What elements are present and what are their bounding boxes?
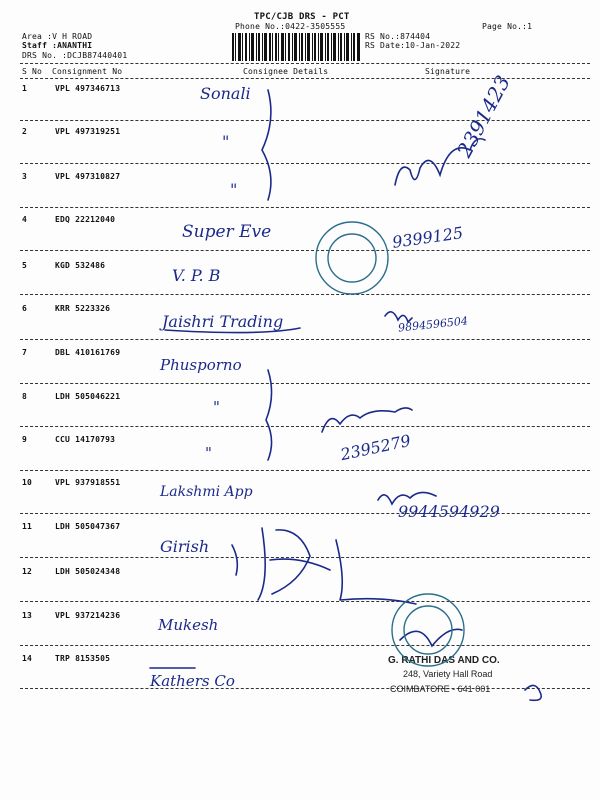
drs-number: DRS No. :DCJB87440401 [22, 51, 128, 60]
signature-scribble [400, 629, 462, 646]
row-sno: 4 [22, 215, 28, 224]
row-consignment: VPL 497346713 [55, 84, 121, 93]
row-consignment: VPL 497319251 [55, 127, 121, 136]
underline-mark [165, 328, 300, 333]
row-consignee-handwritten: Sonali [200, 84, 251, 103]
signature-scribble [378, 492, 436, 504]
row-consignee-handwritten: " [222, 132, 230, 151]
row-consignment: LDH 505046221 [55, 392, 121, 401]
row-consignment: CCU 14170793 [55, 435, 116, 444]
signature-scribble [385, 312, 412, 322]
row-consignee-handwritten: Mukesh [158, 616, 219, 634]
row-sno: 11 [22, 522, 33, 531]
signature-phone: 9399125 [391, 223, 465, 252]
row-consignment: DBL 410161769 [55, 348, 121, 357]
row-sno: 10 [22, 478, 33, 487]
company-stamp-city: COIMBATORE - 641 001 [390, 684, 491, 694]
signature-phone: 9894596504 [397, 314, 469, 335]
company-stamp-name: G. RATHI DAS AND CO. [388, 655, 500, 666]
area-label: Area :V H ROAD [22, 32, 93, 41]
row-consignee-handwritten: Jaishri Trading [162, 312, 284, 331]
row-consignment: EDQ 22212040 [55, 215, 116, 224]
bracket-mark [232, 545, 237, 575]
row-sno: 2 [22, 127, 28, 136]
row-consignee-handwritten: " [205, 444, 212, 462]
row-sno: 9 [22, 435, 28, 444]
signature-scribble [525, 685, 541, 700]
rs-date: RS Date:10-Jan-2022 [365, 41, 461, 50]
row-consignment: VPL 497310827 [55, 172, 121, 181]
col-consignment: Consignment No [52, 67, 123, 76]
row-sno: 13 [22, 611, 33, 620]
signature-scribble [258, 528, 416, 604]
col-consignee: Consignee Details [243, 67, 329, 76]
bracket-mark [262, 90, 271, 200]
row-consignment: TRP 8153505 [55, 654, 111, 663]
row-consignee-handwritten: " [230, 180, 238, 199]
row-sno: 1 [22, 84, 28, 93]
phone-number: Phone No.:0422-3505555 [235, 22, 346, 31]
row-consignee-handwritten: Lakshmi App [160, 484, 253, 500]
row-consignee-handwritten: V. P. B [172, 266, 221, 285]
sheet-title: TPC/CJB DRS - PCT [254, 12, 350, 22]
row-sno: 7 [22, 348, 28, 357]
row-consignee-handwritten: " [213, 398, 220, 416]
row-consignee-handwritten: Super Eve [182, 222, 272, 242]
rs-number: RS No.:874404 [365, 32, 431, 41]
row-consignee-handwritten: Phusporno [160, 356, 242, 374]
row-consignment: LDH 505047367 [55, 522, 121, 531]
round-stamp [316, 222, 388, 294]
row-sno: 8 [22, 392, 28, 401]
row-sno: 6 [22, 304, 28, 313]
row-sno: 3 [22, 172, 28, 181]
signature-phone: 9944594929 [398, 502, 500, 521]
row-consignee-handwritten: Kathers Co [150, 672, 235, 690]
row-consignment: VPL 937214236 [55, 611, 121, 620]
row-consignment: VPL 937918551 [55, 478, 121, 487]
col-sno: S No [22, 67, 43, 76]
signature-phone: 2391423 [452, 71, 516, 162]
row-sno: 14 [22, 654, 33, 663]
page-number: Page No.:1 [482, 22, 533, 31]
row-consignee-handwritten: Girish [160, 537, 210, 556]
signature-scribble [322, 408, 412, 432]
row-consignment: KRR 5223326 [55, 304, 111, 313]
signature-scribble [395, 139, 485, 185]
signature-phone: 2395279 [338, 430, 413, 465]
row-sno: 12 [22, 567, 33, 576]
row-sno: 5 [22, 261, 28, 270]
col-signature: Signature [425, 67, 471, 76]
row-consignment: KGD 532486 [55, 261, 106, 270]
staff-label: Staff :ANANTHI [22, 41, 93, 50]
row-consignment: LDH 505024348 [55, 567, 121, 576]
bracket-mark [266, 370, 272, 460]
company-stamp-address: 248, Variety Hall Road [403, 669, 493, 679]
